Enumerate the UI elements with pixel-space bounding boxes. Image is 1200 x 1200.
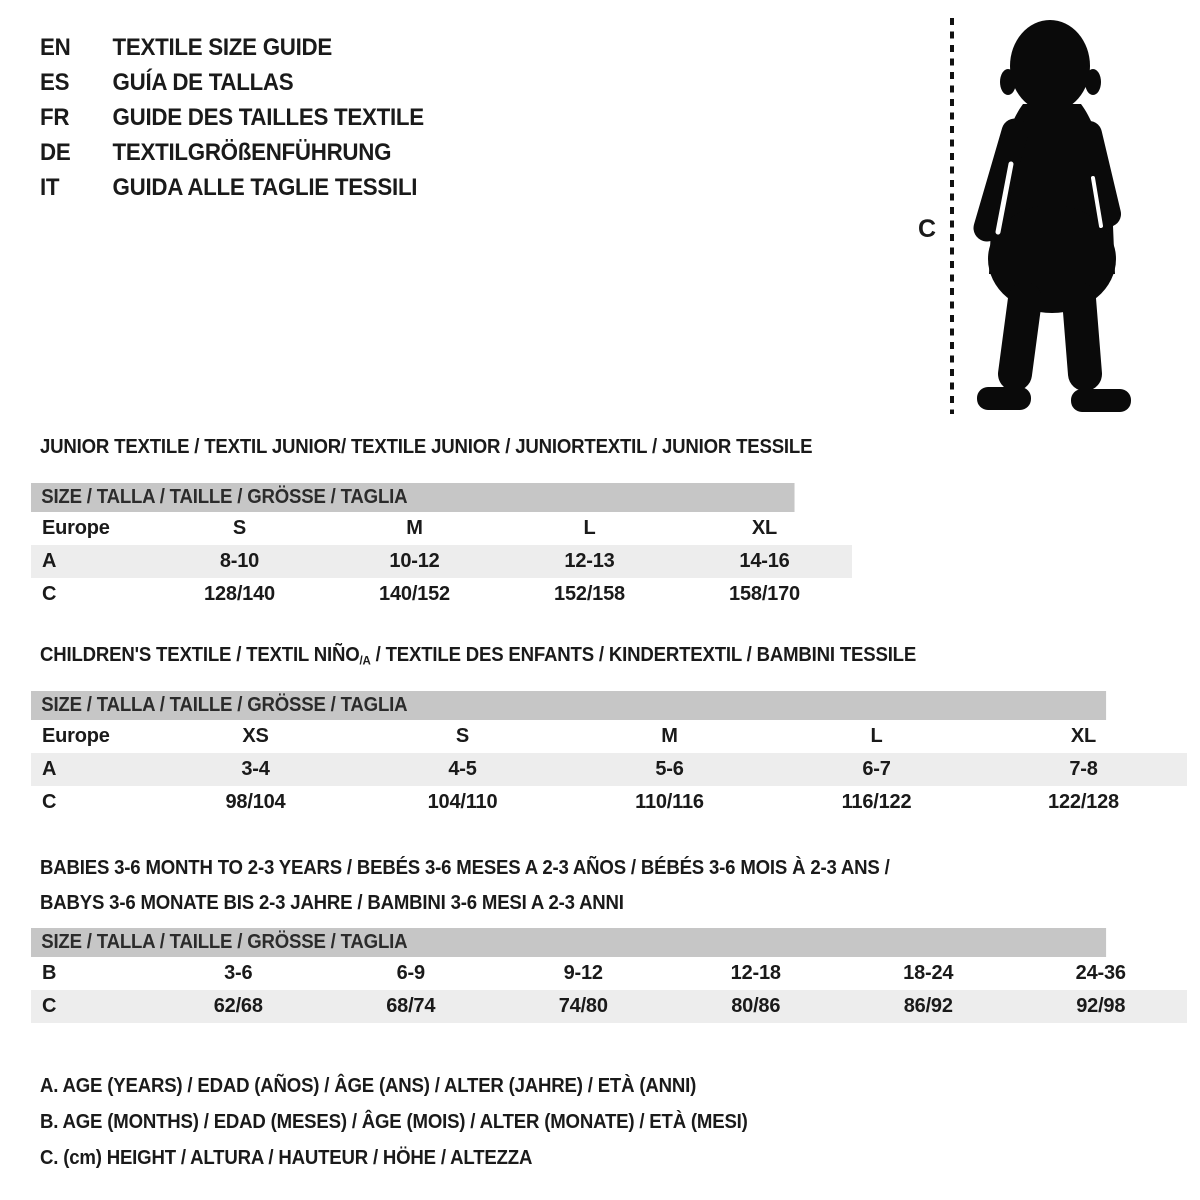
lang-title: TEXTILGRÖßENFÜHRUNG [112,139,392,166]
language-row [40,30,424,65]
table-row-age [31,753,1187,786]
table-cell: L [870,725,883,747]
junior-size-table [31,483,852,611]
language-row [40,100,424,135]
table-cell: 62/68 [213,995,263,1017]
children-table-grid [31,720,1187,819]
junior-table-grid [31,512,852,611]
lang-code: FR [40,104,70,131]
table-row-height [31,578,852,611]
lang-title: TEXTILE SIZE GUIDE [112,34,332,61]
legend-line-a: A. AGE (YEARS) / EDAD (AÑOS) / ÂGE (ANS) / ALTER (JAHRE) / ETÀ (ANNI) [40,1075,697,1097]
row-label: Europe [42,725,110,747]
row-label: B [42,962,57,984]
table-cell: 8-10 [219,550,260,572]
babies-title-line1: BABIES 3-6 MONTH TO 2-3 YEARS / BEBÉS 3-6 MESES A 2-3 AÑOS / BÉBÉS 3-6 MOIS À 2-3 ANS / [40,857,890,879]
table-cell: 128/140 [204,583,275,605]
table-cell: 122/128 [1048,791,1119,813]
lang-title: GUIDE DES TAILLES TEXTILE [112,104,424,131]
table-cell: M [661,725,678,747]
size-header-bar: SIZE / TALLA / TAILLE / GRÖSSE / TAGLIA [31,928,1106,957]
table-cell: 5-6 [655,758,684,780]
table-cell: 12-13 [564,550,615,572]
babies-size-table [31,928,1187,1023]
toddler-silhouette-icon [900,10,1170,420]
table-cell: XL [751,517,778,539]
table-row-height [31,786,1187,819]
table-cell: XL [1070,725,1097,747]
table-cell: 68/74 [386,995,436,1017]
language-row [40,65,424,100]
table-cell: 80/86 [731,995,781,1017]
table-cell: 18-24 [903,962,954,984]
table-cell: 92/98 [1076,995,1126,1017]
row-label: C [42,791,57,813]
lang-title: GUIDA ALLE TAGLIE TESSILI [112,174,418,201]
children-section-title [40,643,916,672]
children-size-table [31,691,1187,819]
table-row-europe [31,512,852,545]
babies-table-grid [31,957,1187,1023]
junior-section-title: JUNIOR TEXTILE / TEXTIL JUNIOR/ TEXTILE JUNIOR / JUNIORTEXTIL / JUNIOR TESSILE [40,436,813,458]
row-label: A [42,758,57,780]
table-cell: 12-18 [730,962,781,984]
height-measure-label: C [918,215,937,243]
toddler-silhouette [977,20,1131,412]
children-title-post: / TEXTILE DES ENFANTS / KINDERTEXTIL / BAMBINI TESSILE [370,644,917,666]
row-label: Europe [42,517,110,539]
lang-code: DE [40,139,71,166]
language-title-list [40,30,453,205]
babies-title-line2: BABYS 3-6 MONATE BIS 2-3 JAHRE / BAMBINI 3-6 MESI A 2-3 ANNI [40,892,624,914]
table-cell: XS [242,725,269,747]
legend-line-c: C. (cm) HEIGHT / ALTURA / HAUTEUR / HÖHE / ALTEZZA [40,1147,533,1169]
table-cell: 14-16 [739,550,790,572]
row-label: A [42,550,57,572]
table-cell: 158/170 [729,583,800,605]
language-row [40,170,424,205]
table-cell: 4-5 [448,758,477,780]
babies-section-title [40,851,954,921]
table-cell: 9-12 [563,962,603,984]
lang-code: IT [40,174,60,201]
lang-title: GUÍA DE TALLAS [112,69,294,96]
table-cell: 3-6 [224,962,253,984]
table-row-europe [31,720,1187,753]
table-cell: 74/80 [558,995,608,1017]
table-cell: 3-4 [241,758,270,780]
table-cell: 110/116 [635,791,704,813]
table-row-months [31,957,1187,990]
lang-code: ES [40,69,70,96]
row-label: C [42,583,57,605]
height-figure [900,10,1170,420]
measurement-legend [40,1068,801,1176]
legend-line-b: B. AGE (MONTHS) / EDAD (MESES) / ÂGE (MOIS) / ALTER (MONATE) / ETÀ (MESI) [40,1111,748,1133]
table-cell: M [406,517,423,539]
children-title-sub: /A [359,653,371,668]
table-cell: 116/122 [841,791,912,813]
row-label: C [42,995,57,1017]
children-title-pre: CHILDREN'S TEXTILE / TEXTIL NIÑO [40,644,360,666]
lang-code: EN [40,34,71,61]
table-cell: 104/110 [427,791,498,813]
table-cell: 98/104 [225,791,286,813]
table-cell: 10-12 [389,550,440,572]
table-cell: S [232,517,247,539]
table-cell: 24-36 [1075,962,1126,984]
table-cell: S [455,725,470,747]
table-row-age [31,545,852,578]
size-header-bar: SIZE / TALLA / TAILLE / GRÖSSE / TAGLIA [31,691,1106,720]
table-row-height [31,990,1187,1023]
language-row [40,135,424,170]
size-header-bar: SIZE / TALLA / TAILLE / GRÖSSE / TAGLIA [31,483,795,512]
table-cell: 7-8 [1069,758,1098,780]
table-cell: 152/158 [554,583,625,605]
table-cell: 86/92 [903,995,953,1017]
table-cell: L [583,517,596,539]
table-cell: 6-9 [396,962,425,984]
table-cell: 6-7 [862,758,891,780]
table-cell: 140/152 [379,583,450,605]
